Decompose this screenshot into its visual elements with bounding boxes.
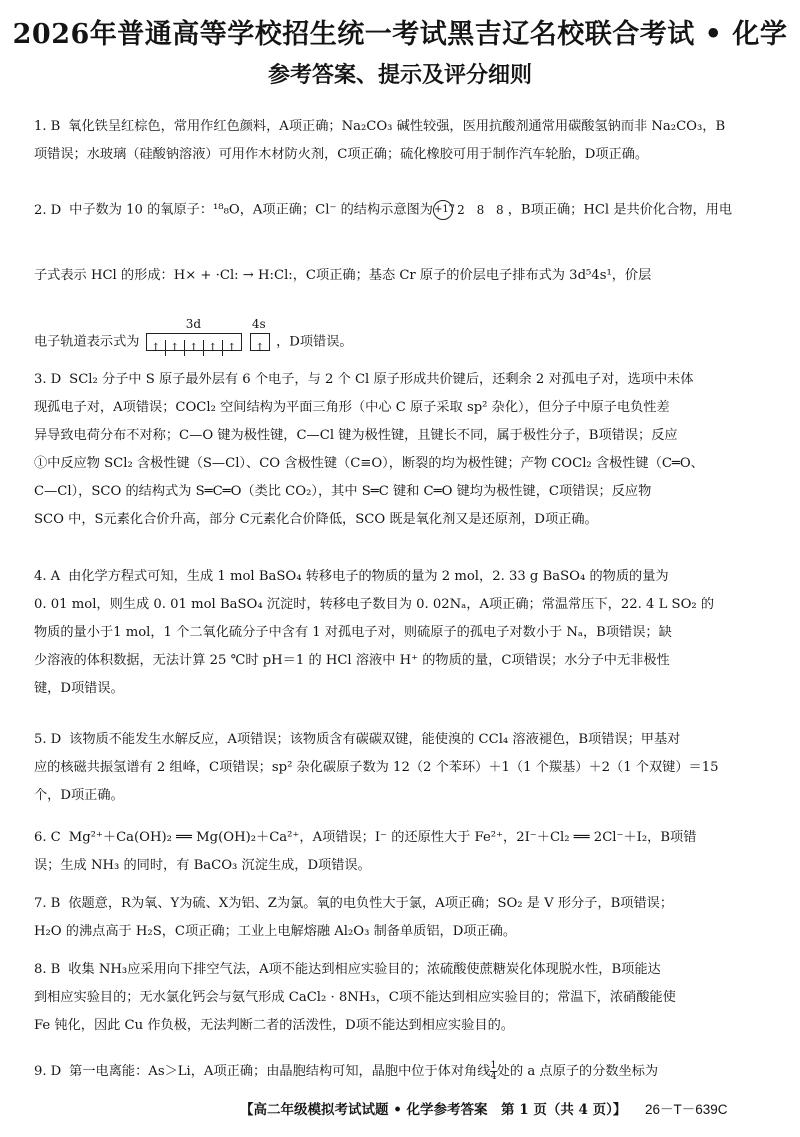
- item-number: 2.: [34, 202, 47, 218]
- item-text: ，B项正确；HCl 是共价化合物，用电: [507, 202, 733, 218]
- item-text: 子式表示 HCl 的形成：H× + ·Cl: → H:Cl:，C项正确；基态 Cr 原子的价层电子排布式为 3d⁵4s¹，价层: [34, 268, 652, 283]
- item-number: 3.: [34, 372, 47, 387]
- footer-page-info: 【高二年级模拟考试试题 • 化学参考答案 第 1 页（共 4 页）】: [240, 1102, 627, 1118]
- item-answer: D: [50, 202, 62, 218]
- answer-item-2-line2: [34, 262, 768, 290]
- item-answer: C: [50, 830, 61, 845]
- item-text: ①中反应物 SCl₂ 含极性键（S—Cl）、CO 含极性键（C≡O），断裂的均为极性键；产物 COCl₂ 含极性键（C═O、: [34, 456, 704, 471]
- item-answer: B: [50, 962, 61, 977]
- item-text: 物质的量小于1 mol，1 个二氧化硫分子中含有 1 对孤电子对，则硫原子的孤电子对数小于 Nₐ，B项错误；缺: [34, 625, 672, 640]
- item-number: 9.: [34, 1064, 47, 1079]
- answer-item-2-line3: [34, 317, 768, 357]
- item-text: 处的 a 点原子的分数坐标为: [496, 1064, 659, 1079]
- atomic-nucleus-diagram: +17: [433, 200, 453, 220]
- answer-item-9: [34, 1058, 768, 1086]
- item-text: 到相应实验目的；无水氯化钙会与氨气形成 CaCl₂ · 8NH₃，C项不能达到相应实验目的；常温下，浓硝酸能使: [34, 990, 676, 1005]
- item-answer: D: [50, 732, 62, 747]
- item-text: 个，D项正确。: [34, 788, 124, 803]
- item-text: 误；生成 NH₃ 的同时，有 BaCO₃ 沉淀生成，D项错误。: [34, 858, 371, 873]
- item-text: 少溶液的体积数据，无法计算 25 ℃时 pH＝1 的 HCl 溶液中 H⁺ 的物质的量，C项错误；水分子中无非极性: [34, 653, 670, 668]
- orbital-4s-diagram: [250, 317, 270, 356]
- answer-item-2: [34, 196, 768, 225]
- orbital-cell: ↑: [204, 340, 223, 356]
- orbital-cell: ↑: [185, 340, 204, 356]
- item-number: 7.: [34, 896, 47, 911]
- orbital-3d-label: 3d: [185, 317, 202, 331]
- fraction-numerator: 1: [490, 1060, 497, 1071]
- item-text: 键，D项错误。: [34, 681, 124, 696]
- item-text: 收集 NH₃应采用向下排空气法，A项不能达到相应实验目的；浓硫酸使蔗糖炭化体现脱水性，B项能达: [68, 962, 661, 977]
- item-text: 中子数为 10 的氧原子：¹⁸₈O，A项正确；Cl⁻ 的结构示意图为: [69, 202, 433, 218]
- item-text: Fe 钝化，因此 Cu 作负极，无法判断二者的活泼性，D项不能达到相应实验目的。: [34, 1018, 514, 1033]
- item-number: 1.: [34, 119, 47, 134]
- item-text: 电子轨道表示式为: [34, 334, 140, 350]
- item-number: 4.: [34, 569, 47, 584]
- item-text: 现孤电子对，A项错误；COCl₂ 空间结构为平面三角形（中心 C 原子采取 sp² 杂化），但分子中原子电负性差: [34, 400, 670, 415]
- item-answer: D: [50, 1064, 62, 1079]
- footer-code: 26－T－639C: [645, 1102, 728, 1117]
- answer-item-6: [34, 824, 768, 880]
- electron-shells-diagram: 2 8 8: [457, 203, 508, 217]
- item-text: SCO 中，S元素化合价升高，部分 C元素化合价降低，SCO 既是氧化剂又是还原剂，D项正确。: [34, 512, 598, 527]
- item-text: 异导致电荷分布不对称；C—O 键为极性键，C—Cl 键为极性键，且键长不同，属于极性分子，B项错误；反应: [34, 428, 678, 443]
- item-text: ，D项错误。: [276, 334, 353, 350]
- item-number: 5.: [34, 732, 47, 747]
- answer-item-1: [34, 113, 768, 169]
- item-text: 氧化铁呈红棕色，常用作红色颜料，A项正确；Na₂CO₃ 碱性较强，医用抗酸剂通常用碳酸氢钠而非 Na₂CO₃，B: [68, 119, 726, 134]
- item-answer: D: [50, 372, 62, 387]
- item-text: 应的核磁共振氢谱有 2 组峰，C项错误；sp² 杂化碳原子数为 12（2 个苯环）＋1（1 个羰基）＋2（1 个双键）＝15: [34, 760, 719, 775]
- item-answer: A: [50, 569, 61, 584]
- item-answer: B: [50, 119, 61, 134]
- orbital-cell: ↑: [227, 340, 237, 354]
- item-text: 依题意，R为氧、Y为硫、X为铝、Z为氯。氧的电负性大于氯，A项正确；SO₂ 是 V 形分子，B项错误；: [68, 896, 674, 911]
- orbital-cell: ↑: [166, 340, 185, 356]
- answer-item-4: [34, 563, 768, 703]
- orbital-4s-label: 4s: [251, 317, 266, 331]
- answer-item-5: [34, 726, 768, 810]
- item-text: SCl₂ 分子中 S 原子最外层有 6 个电子，与 2 个 Cl 原子形成共价键后，还剩余 2 对孤电子对，选项中未体: [69, 372, 694, 387]
- answer-item-8: [34, 956, 768, 1040]
- item-answer: B: [50, 896, 61, 911]
- item-text: 该物质不能发生水解反应，A项错误；该物质含有碳碳双键，能使溴的 CCl₄ 溶液褪色，B项错误；甲基对: [69, 732, 681, 747]
- orbital-3d-diagram: [146, 317, 242, 356]
- item-number: 6.: [34, 830, 47, 845]
- orbital-cell: ↑: [147, 340, 166, 356]
- answer-item-7: [34, 890, 768, 946]
- item-text: 项错误；水玻璃（硅酸钠溶液）可用作木材防火剂，C项正确；硫化橡胶可用于制作汽车轮胎，D项正确。: [34, 147, 649, 162]
- item-text: C—Cl），SCO 的结构式为 S═C═O（类比 CO₂），其中 S═C 键和 C═O 键均为极性键，C项错误；反应物: [34, 484, 652, 499]
- item-text: 由化学方程式可知，生成 1 mol BaSO₄ 转移电子的物质的量为 2 mol，2. 33 g BaSO₄ 的物质的量为: [68, 569, 669, 584]
- item-text: 0. 01 mol，则生成 0. 01 mol BaSO₄ 沉淀时，转移电子数目为 0. 02Nₐ，A项正确；常温常压下，22. 4 L SO₂ 的: [34, 597, 715, 612]
- item-text: Mg²⁺＋Ca(OH)₂ ══ Mg(OH)₂＋Ca²⁺，A项错误；I⁻ 的还原性大于 Fe²⁺，2I⁻＋Cl₂ ══ 2Cl⁻＋I₂，B项错: [68, 830, 697, 845]
- item-number: 8.: [34, 962, 47, 977]
- orbital-cell: ↑: [255, 340, 265, 354]
- document-subtitle: 参考答案、提示及评分细则: [267, 62, 532, 88]
- document-title: 2026年普通高等学校招生统一考试黑吉辽名校联合考试 • 化学: [12, 19, 788, 50]
- item-text: 第一电离能：As＞Li，A项正确；由晶胞结构可知，晶胞中位于体对角线: [69, 1064, 491, 1079]
- fraction-denominator: 4: [490, 1071, 497, 1082]
- item-text: H₂O 的沸点高于 H₂S，C项正确；工业上电解熔融 Al₂O₃ 制备单质铝，D项正确。: [34, 924, 517, 939]
- answer-item-3: [34, 366, 768, 534]
